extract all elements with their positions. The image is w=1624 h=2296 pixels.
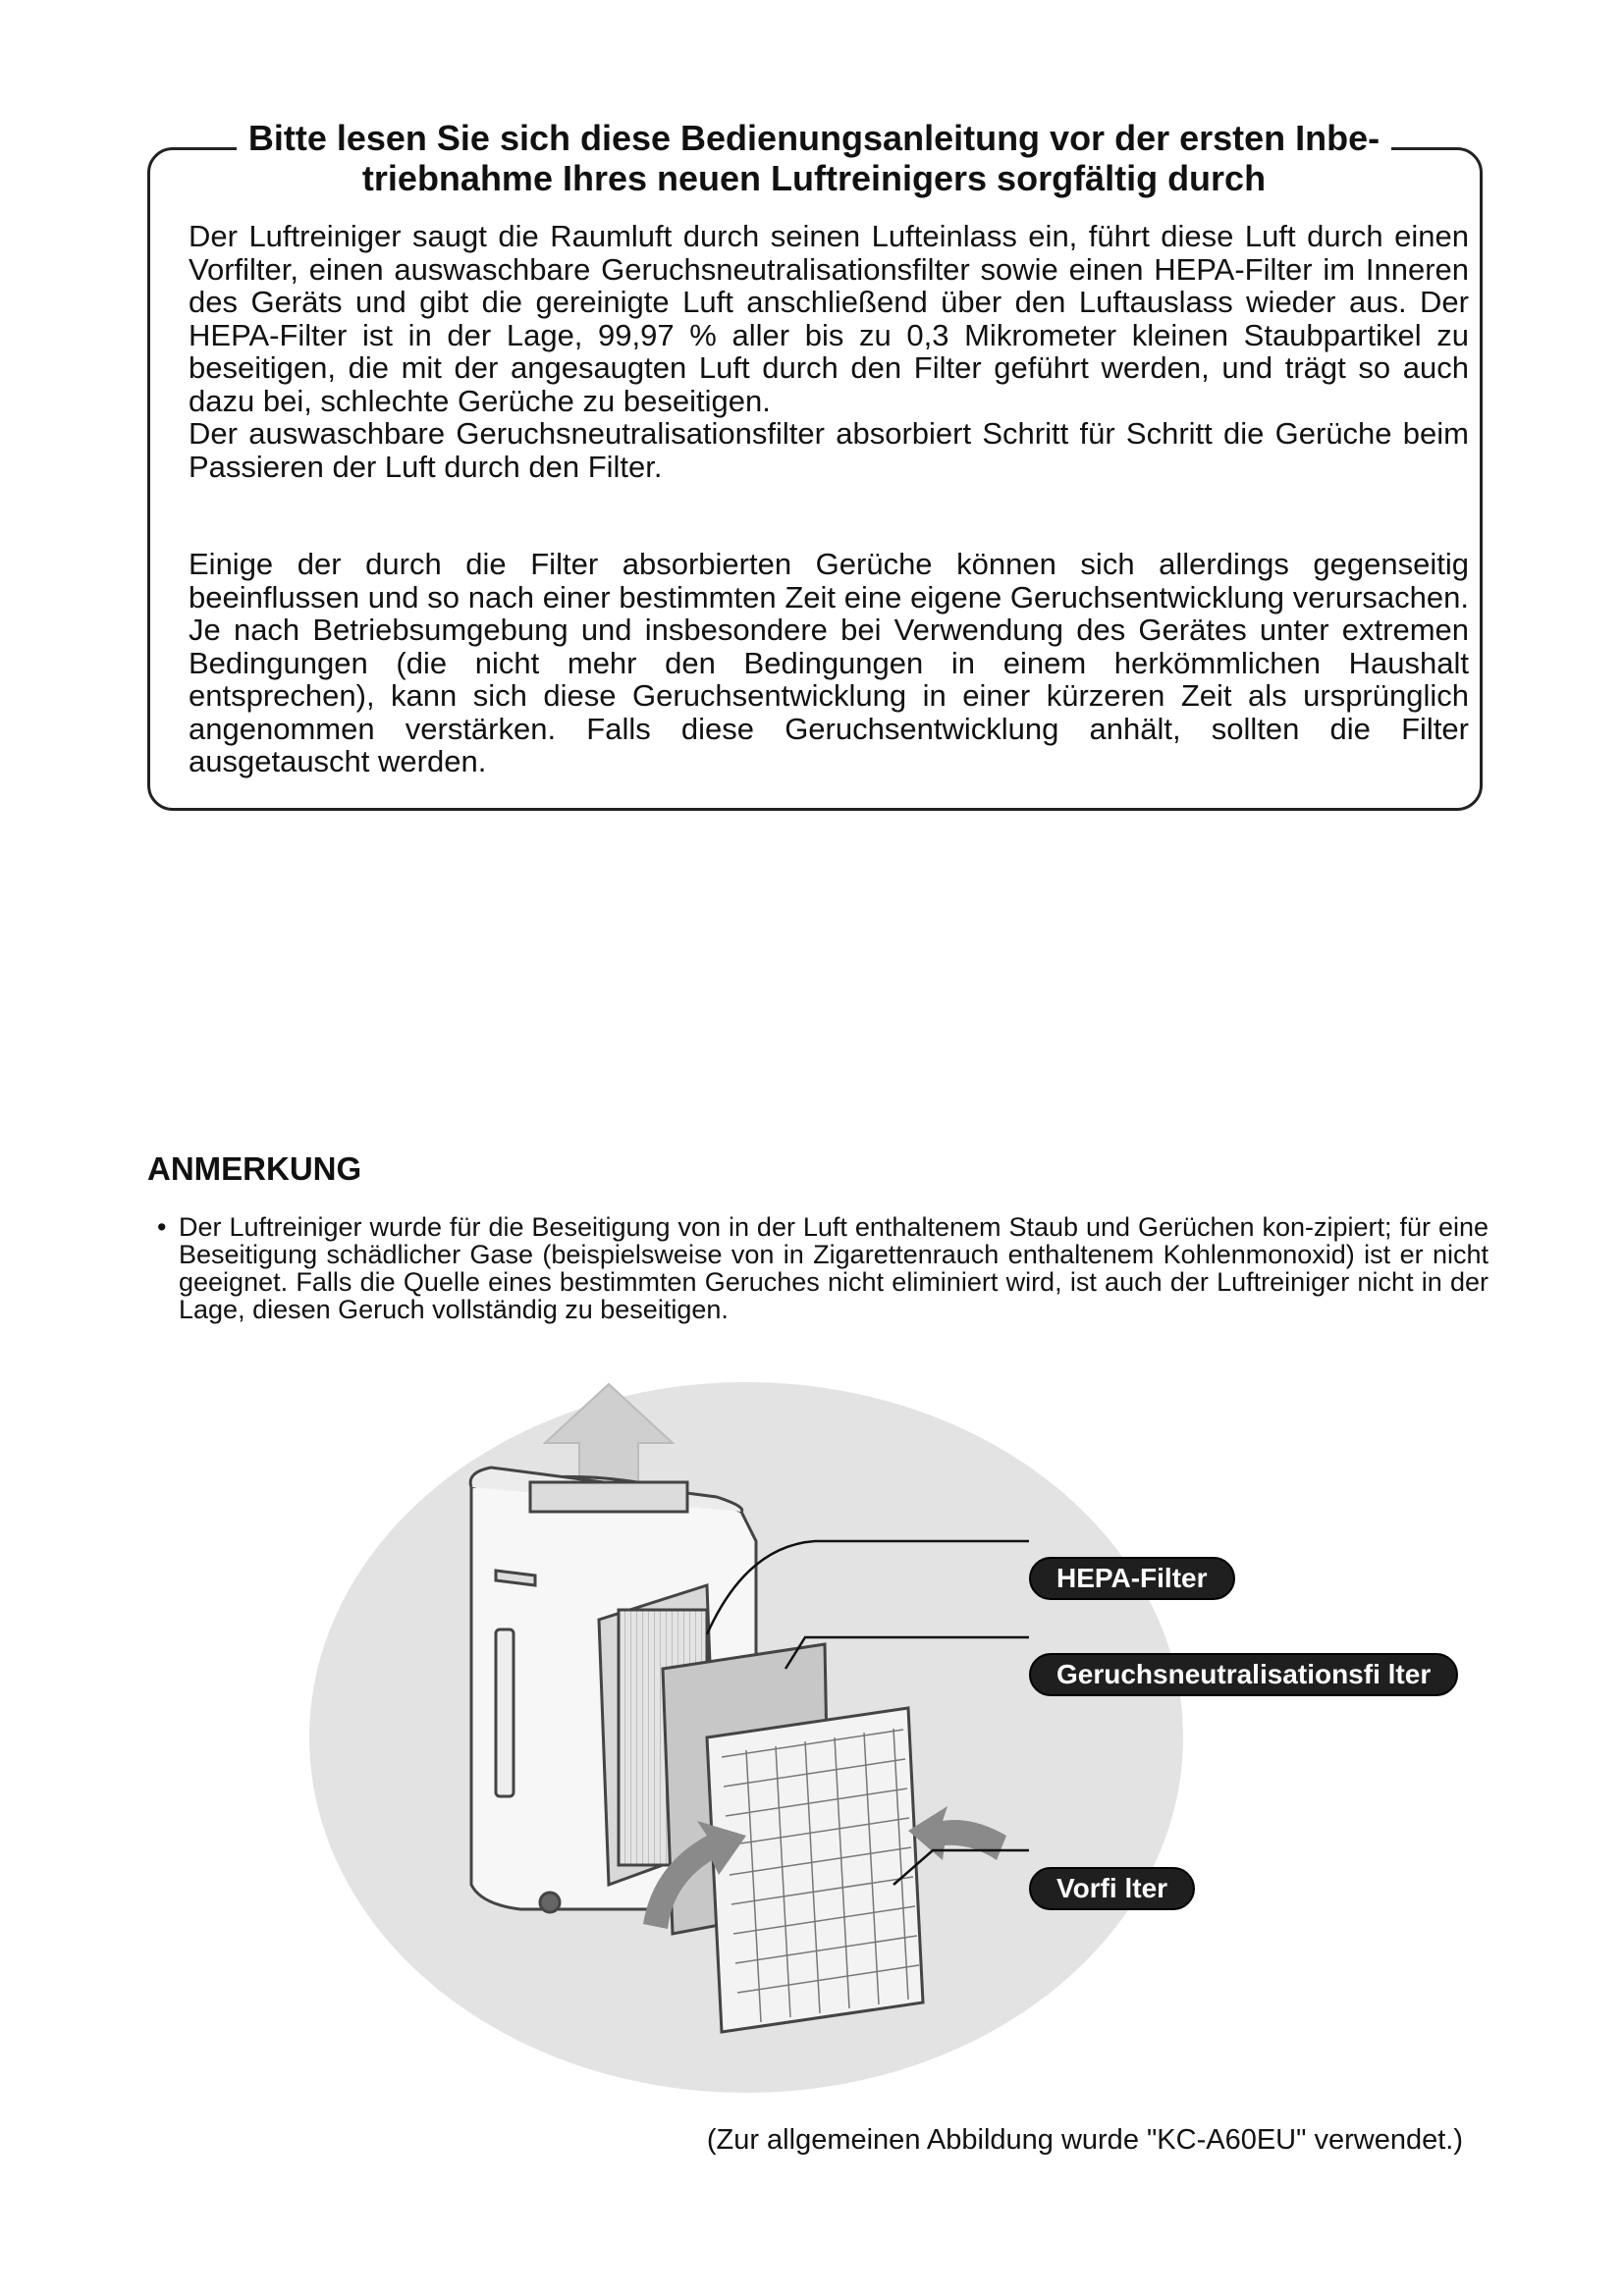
illustration-caption: (Zur allgemeinen Abbildung wurde "KC-A60EU" verwendet.) [706, 2124, 1463, 2156]
label-pre-filter: Vorfi lter [1029, 1867, 1195, 1910]
intro-paragraph-1a: Der Luftreiniger saugt die Raumluft durch seinen Lufteinlass ein, führt diese Luft durch einen Vorfilter, einen auswaschbare Geruchsneutralisationsfilter sowie einen HEPA-Filter im Inneren des Geräts und gibt die gereinigte Luft anschließend über den Luftauslass wieder aus. Der HEPA-Filter ist in der Lage, 99,97 % aller bis zu 0,3 Mikrometer kleinen Staubpartikel zu beseitigen, die mit der angesaugten Luft durch den Filter geführt werden, und trägt so auch dazu bei, schlechte Gerüche zu beseitigen. [189, 219, 1469, 418]
intro-title-line2: triebnahme Ihres neuen Luftreinigers sorgfältig durch [351, 158, 1277, 198]
bullet-glyph: • [157, 1212, 167, 1242]
label-odor-filter: Geruchsneutralisationsfi lter [1029, 1653, 1458, 1696]
note-heading: ANMERKUNG [147, 1150, 362, 1187]
intro-title [171, 118, 1457, 198]
intro-paragraph-2: Einige der durch die Filter absorbierten Gerüche können sich allerdings gegenseitig beeinflussen und so nach einer bestimmten Zeit eine eigene Geruchsentwicklung verursachen. Je nach Betriebsumgebung und insbesondere bei Verwendung des Gerätes unter extremen Bedingungen (die nicht mehr den Bedingungen in einem herkömmlichen Haushalt entsprechen), kann sich diese Geruchsentwicklung in einer kürzeren Zeit als ursprünglich angenommen verstärken. Falls diese Geruchsentwicklung anhält, sollten die Filter ausgetauscht werden. [189, 547, 1469, 778]
intro-paragraph-1b: Der auswaschbare Geruchsneutralisationsfilter absorbiert Schritt für Schritt die Gerüche beim Passieren der Luft durch den Filter. [189, 416, 1469, 484]
note-text: Der Luftreiniger wurde für die Beseitigung von in der Luft enthaltenem Staub und Gerüchen kon-zipiert; für eine Beseitigung schädlicher Gase (beispielsweise von in Zigarettenrauch enthaltenem Kohlenmonoxid) ist er nicht geeignet. Falls die Quelle eines bestimmten Geruches nicht eliminiert wird, ist auch der Luftreiniger nicht in der Lage, diesen Geruch vollständig zu beseitigen. [179, 1212, 1489, 1324]
pre-filter-panel [707, 1708, 923, 2032]
intro-paragraph-1 [189, 220, 1469, 483]
intro-title-line1: Bitte lesen Sie sich diese Bedienungsanleitung vor der ersten Inbe- [237, 118, 1391, 158]
note-bullet-item [157, 1213, 1489, 1323]
air-purifier-illustration [295, 1374, 1492, 2120]
label-hepa-filter: HEPA-Filter [1029, 1557, 1235, 1600]
